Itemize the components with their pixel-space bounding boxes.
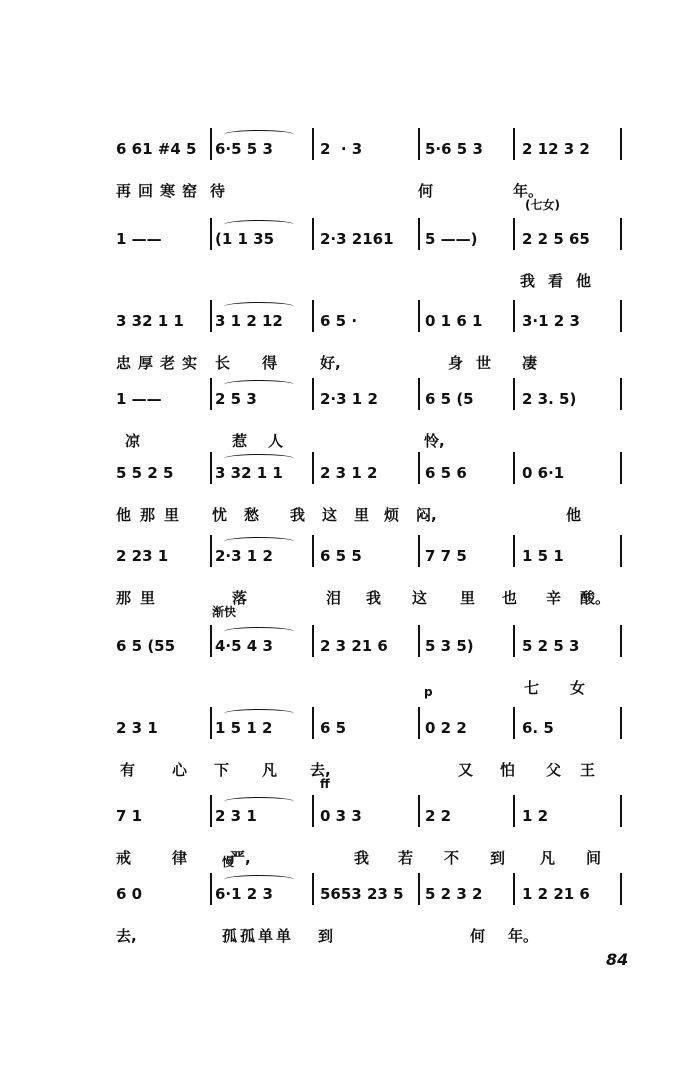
measure-notes: 6 5 (55	[116, 637, 176, 655]
measure-notes: 3 32 1 1	[215, 464, 283, 482]
notes-row	[0, 452, 699, 512]
bar-line	[210, 128, 212, 160]
slur-mark	[224, 302, 294, 311]
bar-line	[312, 378, 314, 410]
measure-notes: 1 5 1	[522, 547, 564, 565]
lyric-syllable: 烦	[384, 506, 400, 524]
lyric-syllable: 闷,	[416, 506, 437, 524]
bar-line	[513, 625, 515, 657]
lyric-syllable: 泪	[326, 589, 342, 607]
measure-notes: 6·5 5 3	[215, 140, 273, 158]
measure-notes: 2 3 1	[215, 807, 257, 825]
lyric-syllable: 凡	[262, 761, 278, 779]
lyric-syllable: 凡	[540, 849, 556, 867]
lyric-syllable: 里	[164, 506, 180, 524]
measure-notes: 6·1 2 3	[215, 885, 273, 903]
bar-line	[418, 707, 420, 739]
measure-notes: 6 5	[320, 719, 347, 737]
lyrics-row	[0, 504, 699, 528]
lyric-syllable: 王	[580, 761, 596, 779]
lyric-syllable: 去,	[310, 761, 331, 779]
measure-notes: 0 6·1	[522, 464, 565, 482]
bar-line	[312, 128, 314, 160]
lyric-syllable: 七	[524, 679, 540, 697]
measure-notes: 1 2 21 6	[522, 885, 590, 903]
bar-line	[312, 873, 314, 905]
bar-line	[513, 300, 515, 332]
measure-notes: 3 1 2 12	[215, 312, 283, 330]
lyric-syllable: 年。	[508, 927, 539, 945]
lyric-syllable: 身	[448, 354, 464, 372]
lyric-syllable: 女	[570, 679, 586, 697]
lyrics-row	[0, 925, 699, 949]
lyric-syllable: 忠	[116, 354, 132, 372]
lyric-syllable: 怕	[500, 761, 516, 779]
notes-row	[0, 707, 699, 767]
lyric-syllable: 这	[412, 589, 428, 607]
lyrics-row	[0, 847, 699, 871]
measure-notes: 1 ——	[116, 390, 162, 408]
bar-line	[312, 452, 314, 484]
lyric-syllable: 到	[318, 927, 334, 945]
performance-annotation: 慢	[222, 855, 235, 869]
slur-mark	[224, 627, 294, 636]
bar-line	[418, 378, 420, 410]
lyric-syllable: 下	[214, 761, 230, 779]
bar-line	[210, 873, 212, 905]
notes-row	[0, 625, 699, 685]
notes-row	[0, 795, 699, 855]
measure-notes: 5653 23 5	[320, 885, 404, 903]
lyric-syllable: 酸。	[580, 589, 611, 607]
measure-notes: 0 1 6 1	[425, 312, 483, 330]
lyrics-row	[0, 677, 699, 701]
lyric-syllable: 怜,	[424, 432, 445, 450]
lyric-syllable: 律	[172, 849, 188, 867]
bar-line	[620, 795, 622, 827]
measure-notes: 1 2	[522, 807, 549, 825]
bar-line	[312, 300, 314, 332]
notes-row	[0, 128, 699, 188]
bar-line	[418, 873, 420, 905]
bar-line	[312, 707, 314, 739]
lyric-syllable: 有	[120, 761, 136, 779]
bar-line	[513, 378, 515, 410]
bar-line	[210, 707, 212, 739]
lyric-syllable: 他	[116, 506, 132, 524]
measure-notes: 7 7 5	[425, 547, 467, 565]
lyric-syllable: 惹	[232, 432, 248, 450]
slur-mark	[224, 220, 294, 229]
bar-line	[210, 218, 212, 250]
measure-notes: 5 2 5 3	[522, 637, 580, 655]
bar-line	[513, 218, 515, 250]
lyric-syllable: 去,	[116, 927, 137, 945]
score-system	[0, 605, 699, 715]
bar-line	[418, 300, 420, 332]
performance-annotation: (七女)	[525, 198, 560, 212]
measure-notes: 1 ——	[116, 230, 162, 248]
measure-notes: 5 3 5)	[425, 637, 474, 655]
measure-notes: 2 5 3	[215, 390, 257, 408]
bar-line	[312, 218, 314, 250]
lyric-syllable: 实	[182, 354, 198, 372]
bar-line	[620, 625, 622, 657]
measure-notes: 2 2 5 65	[522, 230, 590, 248]
score-system	[0, 535, 699, 625]
lyric-syllable: 好,	[320, 354, 341, 372]
lyric-syllable: 单	[276, 927, 292, 945]
lyric-syllable: 不	[444, 849, 460, 867]
measure-notes: 5 ——)	[425, 230, 478, 248]
bar-line	[418, 218, 420, 250]
lyric-syllable: 凄	[522, 354, 538, 372]
bar-line	[312, 625, 314, 657]
lyric-syllable: 那	[140, 506, 156, 524]
measure-notes: 6 5 (5	[425, 390, 474, 408]
lyric-syllable: 凉	[125, 432, 141, 450]
measure-notes: 4·5 4 3	[215, 637, 273, 655]
performance-annotation: ff	[320, 777, 330, 791]
score-system	[0, 855, 699, 963]
bar-line	[620, 218, 622, 250]
lyric-syllable: 我	[520, 272, 536, 290]
measure-notes: 2 2	[425, 807, 452, 825]
bar-line	[312, 795, 314, 827]
lyric-syllable: 人	[268, 432, 284, 450]
lyric-syllable: 忧	[212, 506, 228, 524]
lyric-syllable: 也	[502, 589, 518, 607]
lyric-syllable: 得	[262, 354, 278, 372]
lyrics-row	[0, 180, 699, 204]
lyric-syllable: 间	[586, 849, 602, 867]
bar-line	[620, 300, 622, 332]
measure-notes: 6 5 ·	[320, 312, 358, 330]
measure-notes: 6 61 #4 5	[116, 140, 197, 158]
slur-mark	[224, 875, 294, 884]
bar-line	[513, 452, 515, 484]
bar-line	[418, 452, 420, 484]
measure-notes: 0 2 2	[425, 719, 467, 737]
bar-line	[513, 873, 515, 905]
bar-line	[210, 452, 212, 484]
lyric-syllable: 孤	[222, 927, 238, 945]
bar-line	[513, 535, 515, 567]
lyric-syllable: 再	[116, 182, 132, 200]
measure-notes: 2 3. 5)	[522, 390, 577, 408]
lyric-syllable: 辛	[546, 589, 562, 607]
lyric-syllable: 若	[398, 849, 414, 867]
measure-notes: 2 3 1 2	[320, 464, 378, 482]
measure-notes: 6 0	[116, 885, 143, 903]
bar-line	[210, 535, 212, 567]
lyric-syllable: 里	[354, 506, 370, 524]
slur-mark	[224, 130, 294, 139]
score-system	[0, 128, 699, 218]
lyric-syllable: 到	[490, 849, 506, 867]
lyric-syllable: 世	[476, 354, 492, 372]
lyric-syllable: 孤	[240, 927, 256, 945]
bar-line	[418, 535, 420, 567]
bar-line	[513, 128, 515, 160]
lyrics-row	[0, 430, 699, 454]
lyric-syllable: 回	[138, 182, 154, 200]
performance-annotation: p	[424, 685, 433, 699]
lyric-syllable: 落	[232, 589, 248, 607]
bar-line	[210, 378, 212, 410]
measure-notes: 2 12 3 2	[522, 140, 590, 158]
measure-notes: 5·6 5 3	[425, 140, 483, 158]
lyric-syllable: 我	[290, 506, 306, 524]
measure-notes: 2 23 1	[116, 547, 169, 565]
slur-mark	[224, 454, 294, 463]
measure-notes: 5 5 2 5	[116, 464, 174, 482]
measure-notes: (1 1 35	[215, 230, 275, 248]
lyric-syllable: 父	[546, 761, 562, 779]
bar-line	[418, 625, 420, 657]
measure-notes: 5 2 3 2	[425, 885, 483, 903]
lyric-syllable: 我	[366, 589, 382, 607]
lyrics-row	[0, 759, 699, 783]
lyric-syllable: 那	[116, 589, 132, 607]
lyric-syllable: 长	[215, 354, 231, 372]
lyric-syllable: 待	[210, 182, 226, 200]
lyric-syllable: 何	[418, 182, 434, 200]
measure-notes: 2 3 1	[116, 719, 158, 737]
bar-line	[418, 128, 420, 160]
lyric-syllable: 这	[322, 506, 338, 524]
lyric-syllable: 严,	[230, 849, 251, 867]
measure-notes: 7 1	[116, 807, 143, 825]
score-system	[0, 300, 699, 390]
lyrics-row	[0, 270, 699, 294]
bar-line	[513, 707, 515, 739]
score-system	[0, 777, 699, 885]
lyric-syllable: 心	[172, 761, 188, 779]
lyric-syllable: 里	[140, 589, 156, 607]
measure-notes: 2·3 1 2	[215, 547, 273, 565]
notes-row	[0, 378, 699, 438]
lyric-syllable: 寒	[160, 182, 176, 200]
measure-notes: 2·3 1 2	[320, 390, 378, 408]
measure-notes: 2·3 2161	[320, 230, 394, 248]
notes-row	[0, 873, 699, 933]
notes-row	[0, 300, 699, 360]
lyric-syllable: 单	[258, 927, 274, 945]
bar-line	[620, 128, 622, 160]
lyrics-row	[0, 587, 699, 611]
measure-notes: 6 5 6	[425, 464, 467, 482]
notes-row	[0, 535, 699, 595]
bar-line	[210, 300, 212, 332]
lyric-syllable: 里	[460, 589, 476, 607]
score-system	[0, 198, 699, 308]
bar-line	[620, 378, 622, 410]
bar-line	[312, 535, 314, 567]
bar-line	[620, 707, 622, 739]
page-number: 84	[606, 950, 629, 969]
measure-notes: 1 5 1 2	[215, 719, 273, 737]
lyric-syllable: 他	[566, 506, 582, 524]
bar-line	[210, 625, 212, 657]
measure-notes: 2 · 3	[320, 140, 363, 158]
lyric-syllable: 厚	[138, 354, 154, 372]
notes-row	[0, 218, 699, 278]
lyrics-row	[0, 352, 699, 376]
performance-annotation: 渐快	[212, 605, 237, 619]
bar-line	[513, 795, 515, 827]
slur-mark	[224, 797, 294, 806]
slur-mark	[224, 709, 294, 718]
bar-line	[620, 873, 622, 905]
slur-mark	[224, 537, 294, 546]
measure-notes: 2 3 21 6	[320, 637, 388, 655]
lyric-syllable: 愁	[244, 506, 260, 524]
measure-notes: 6. 5	[522, 719, 554, 737]
lyric-syllable: 戒	[116, 849, 132, 867]
measure-notes: 3·1 2 3	[522, 312, 580, 330]
lyric-syllable: 他	[576, 272, 592, 290]
bar-line	[418, 795, 420, 827]
slur-mark	[224, 380, 294, 389]
lyric-syllable: 窑	[182, 182, 198, 200]
measure-notes: 0 3 3	[320, 807, 362, 825]
score-system	[0, 452, 699, 542]
measure-notes: 6 5 5	[320, 547, 362, 565]
lyric-syllable: 看	[548, 272, 564, 290]
lyric-syllable: 年。	[513, 182, 544, 200]
bar-line	[620, 452, 622, 484]
measure-notes: 3 32 1 1	[116, 312, 184, 330]
bar-line	[620, 535, 622, 567]
score-system	[0, 685, 699, 797]
bar-line	[210, 795, 212, 827]
lyric-syllable: 又	[458, 761, 474, 779]
lyric-syllable: 何	[470, 927, 486, 945]
lyric-syllable: 老	[160, 354, 176, 372]
lyric-syllable: 我	[354, 849, 370, 867]
